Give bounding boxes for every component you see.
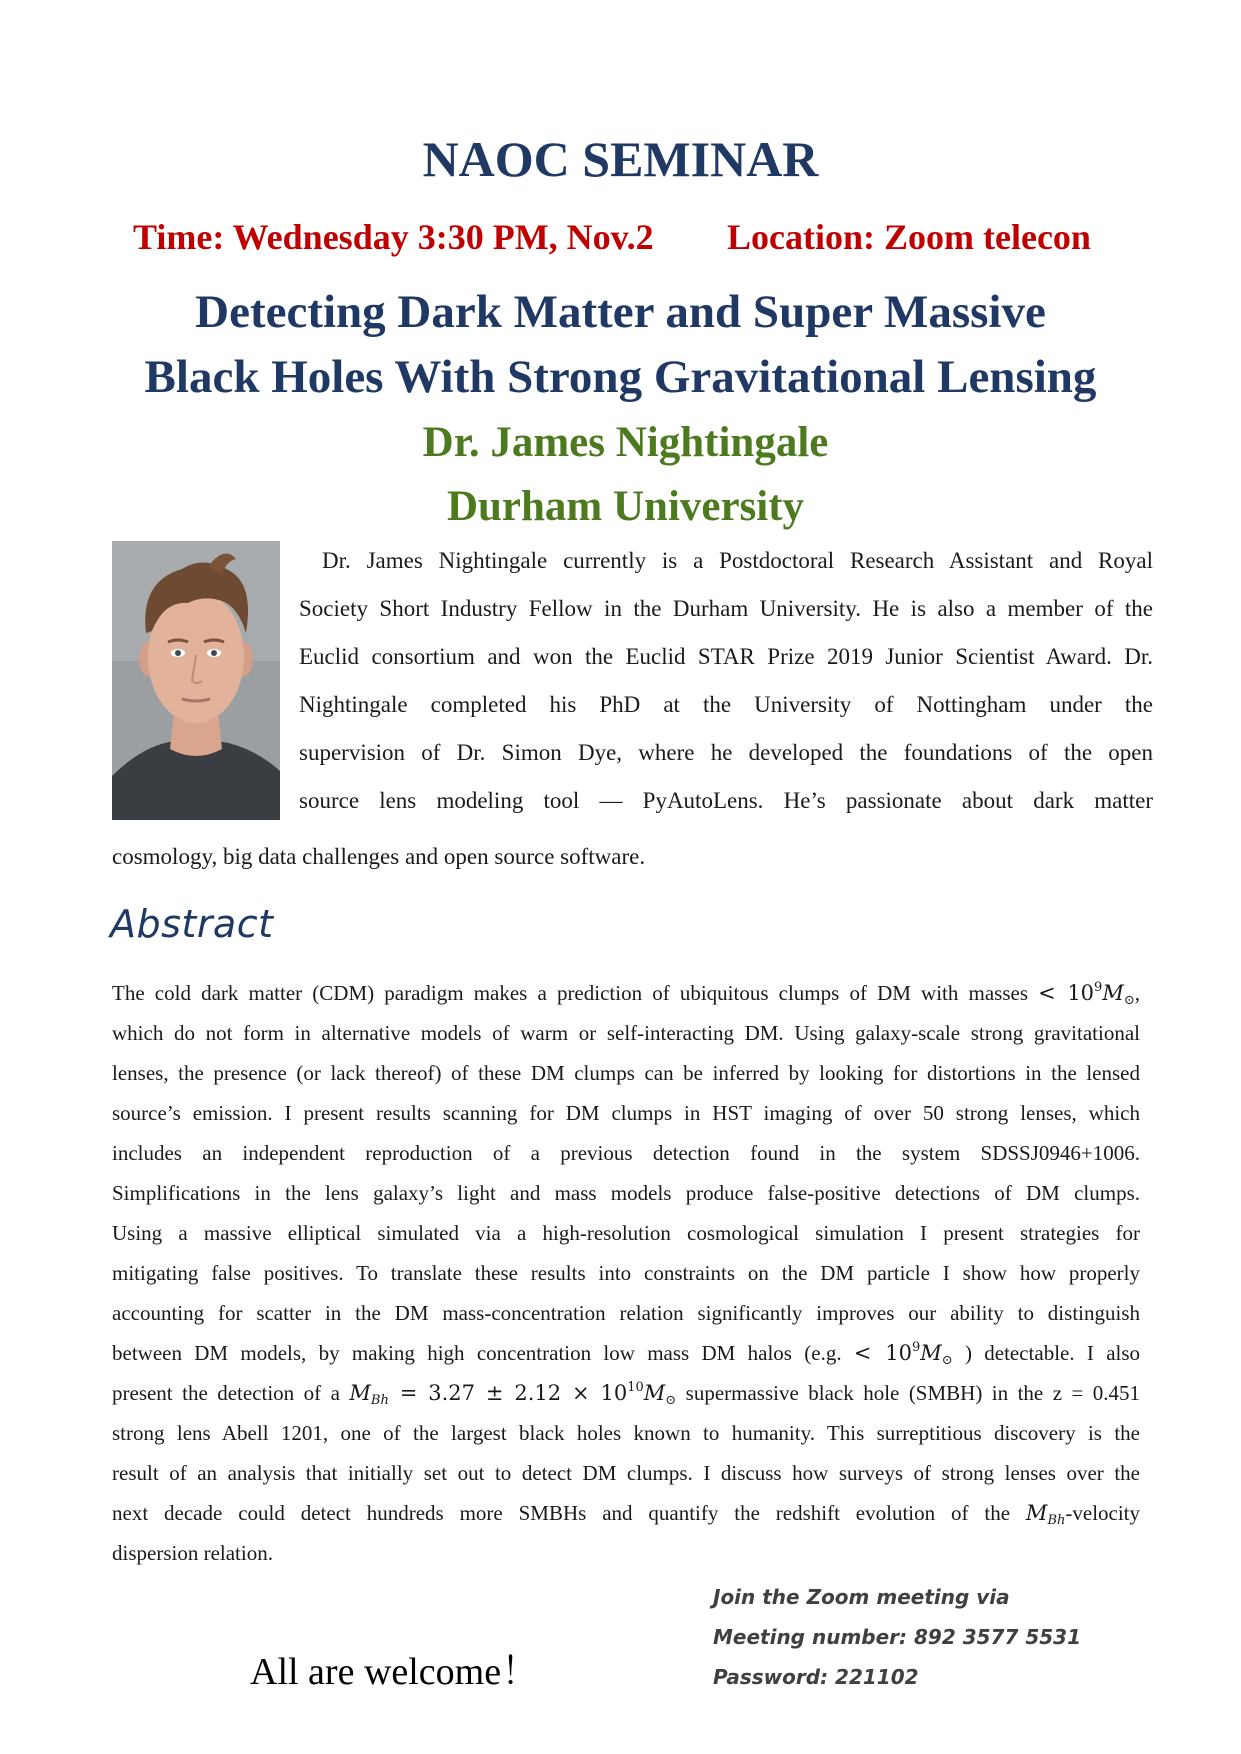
- speaker-affiliation: Durham University: [446, 483, 805, 530]
- math-expression: $M_{Bh} = 3.27 \pm 2.12 \times 10^{10}M_⊙$: [349, 1380, 677, 1408]
- abstract-line: lenses, the presence (or lack thereof) of these DM clumps can be inferred by looking for distortions in the lensed: [112, 1061, 1140, 1085]
- math-expression: < $10^9M_⊙$: [853, 1340, 953, 1367]
- zoom-meeting-number: Meeting number: 892 3577 5531: [713, 1625, 1081, 1649]
- abstract-line: Using a massive elliptical simulated via a high-resolution cosmological simulation I present strategies for: [112, 1221, 1140, 1245]
- bio-line: supervision of Dr. Simon Dye, where he developed the foundations of the open: [299, 740, 1153, 765]
- abstract-text: -velocity: [1065, 1501, 1141, 1525]
- abstract-line: mitigating false positives. To translate these results into constraints on the DM particle I show how properly: [112, 1261, 1140, 1285]
- talk-title-line-2: Black Holes With Strong Gravitational Lensing: [144, 351, 1097, 403]
- abstract-line: includes an independent reproduction of a previous detection found in the system SDSSJ0946+1006.: [112, 1141, 1140, 1165]
- abstract-text: supermassive black hole (SMBH) in the z = 0.451: [685, 1381, 1141, 1405]
- bio-line: Society Short Industry Fellow in the Durham University. He is also a member of the: [299, 596, 1153, 621]
- abstract-text: next decade could detect hundreds more SMBHs and quantify the redshift evolution of the: [112, 1501, 1011, 1525]
- abstract-heading: Abstract: [110, 902, 274, 946]
- seminar-title: NAOC SEMINAR: [422, 131, 819, 187]
- bio-line: source lens modeling tool — PyAutoLens. He’s passionate about dark matter: [299, 788, 1153, 813]
- bio-line: cosmology, big data challenges and open source software.: [112, 844, 646, 869]
- bio-line: Nightingale completed his PhD at the University of Nottingham under the: [299, 692, 1153, 717]
- abstract-line: [112, 1340, 1140, 1366]
- abstract-line: strong lens Abell 1201, one of the largest black holes known to humanity. This surreptitious discovery is the: [112, 1421, 1140, 1445]
- abstract-line: which do not form in alternative models of warm or self-interacting DM. Using galaxy-scale strong gravitational: [112, 1021, 1140, 1045]
- zoom-password: Password: 221102: [713, 1665, 919, 1689]
- abstract-text: ) detectable. I also: [964, 1341, 1141, 1365]
- abstract-line: dispersion relation.: [112, 1541, 273, 1565]
- welcome-text: All are welcome！: [250, 1651, 540, 1693]
- abstract-line: source’s emission. I present results scanning for DM clumps in HST imaging of over 50 strong lenses, which: [112, 1101, 1140, 1125]
- abstract-line: accounting for scatter in the DM mass-concentration relation significantly improves our ability to distinguish: [112, 1301, 1140, 1325]
- abstract-text: The cold dark matter (CDM) paradigm makes a prediction of ubiquitous clumps of DM with masses: [112, 981, 1029, 1005]
- bio-line: Dr. James Nightingale currently is a Postdoctoral Research Assistant and Royal: [322, 548, 1153, 573]
- abstract-line: [112, 1500, 1140, 1526]
- abstract-line: Simplifications in the lens galaxy’s light and mass models produce false-positive detections of DM clumps.: [112, 1181, 1140, 1205]
- abstract-text: between DM models, by making high concentration low mass DM halos (e.g.: [112, 1341, 842, 1365]
- math-expression: $M_{Bh}$-velocity: [1025, 1501, 1141, 1528]
- math-expression: < $10^9M_⊙$,: [1038, 980, 1140, 1007]
- zoom-join-text: Join the Zoom meeting via: [713, 1585, 1010, 1609]
- seminar-time: Time: Wednesday 3:30 PM, Nov.2: [133, 217, 654, 257]
- speaker-photo: [112, 541, 280, 820]
- abstract-line: [112, 1380, 1140, 1406]
- abstract-text: present the detection of a: [112, 1381, 340, 1405]
- abstract-line: [112, 980, 1140, 1006]
- bio-line: Euclid consortium and won the Euclid STAR Prize 2019 Junior Scientist Award. Dr.: [299, 644, 1153, 669]
- talk-title-line-1: Detecting Dark Matter and Super Massive: [195, 286, 1046, 338]
- abstract-line: result of an analysis that initially set out to detect DM clumps. I discuss how surveys of strong lenses over the: [112, 1461, 1140, 1485]
- speaker-name: Dr. James Nightingale: [422, 419, 829, 466]
- seminar-location: Location: Zoom telecon: [727, 217, 1091, 257]
